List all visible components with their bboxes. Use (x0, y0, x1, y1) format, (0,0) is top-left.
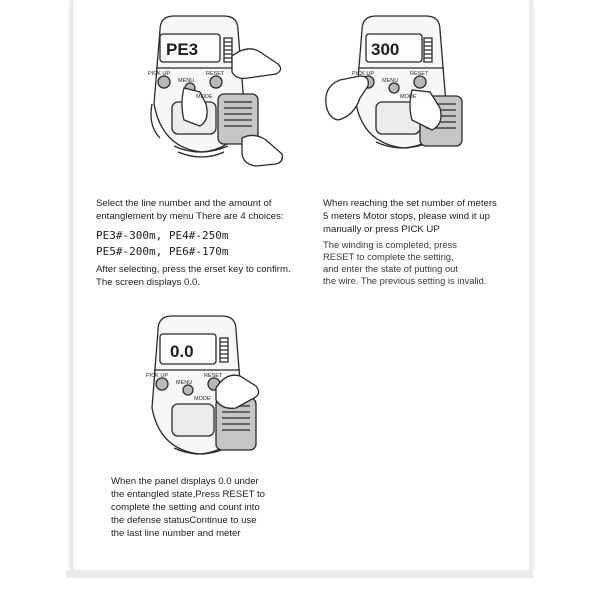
device-illustration-bottom (140, 312, 270, 462)
bottom-instruction-line-3: complete the setting and count into (111, 502, 260, 513)
right-note-line-1: The winding is completed, press (323, 239, 457, 250)
left-instruction-line-2: entanglement by menu There are 4 choices: (96, 211, 284, 222)
right-note-line-2: RESET to complete the setting, (323, 251, 454, 262)
bottom-instruction-line-5: the last line number and meter (111, 528, 241, 539)
left-instruction-line-1: Select the line number and the amount of (96, 198, 272, 209)
bottom-instruction-line-2: the entangled state,Press RESET to (111, 489, 265, 500)
pickup-label: PICK UP (146, 373, 169, 379)
pickup-label: PICK UP (148, 71, 171, 77)
device-illustration-top-left (138, 8, 288, 178)
right-instruction-line-2: 5 meters Motor stops, please wind it up (323, 211, 490, 222)
device-display-text: PE3 (166, 40, 199, 59)
line-choices-1: PE3#-300m, PE4#-250m (96, 229, 229, 242)
menu-label: MENU (178, 78, 195, 84)
right-instruction-line-1: When reaching the set number of meters (323, 198, 497, 209)
right-note-line-3: and enter the state of putting out (323, 263, 458, 274)
reset-label: RESET (410, 71, 429, 77)
left-confirm-line-2: The screen displays 0.0. (96, 277, 200, 288)
mode-label: MODE (194, 396, 211, 402)
menu-label: MENU (176, 380, 193, 386)
device-display-text: 300 (371, 40, 400, 59)
left-confirm-line-1: After selecting, press the erset key to confirm. (96, 264, 291, 275)
right-note-line-4: the wire. The previous setting is invalid. (323, 275, 487, 286)
reset-label: RESET (204, 373, 223, 379)
right-instruction-line-3: manually or press PICK UP (323, 224, 440, 235)
bottom-instruction-line-1: When the panel displays 0.0 under (111, 476, 259, 487)
mode-label: MODE (196, 94, 213, 100)
reset-label: RESET (206, 71, 225, 77)
device-illustration-top-right (320, 8, 475, 158)
menu-label: MENU (382, 78, 399, 84)
device-display-text: 0.0 (170, 342, 194, 361)
page-shadow (66, 570, 533, 578)
mode-label: MODE (400, 94, 417, 100)
pickup-label: PICK UP (352, 71, 375, 77)
line-choices-2: PE5#-200m, PE6#-170m (96, 245, 229, 258)
bottom-instruction-line-4: the defense statusContinue to use (111, 515, 257, 526)
